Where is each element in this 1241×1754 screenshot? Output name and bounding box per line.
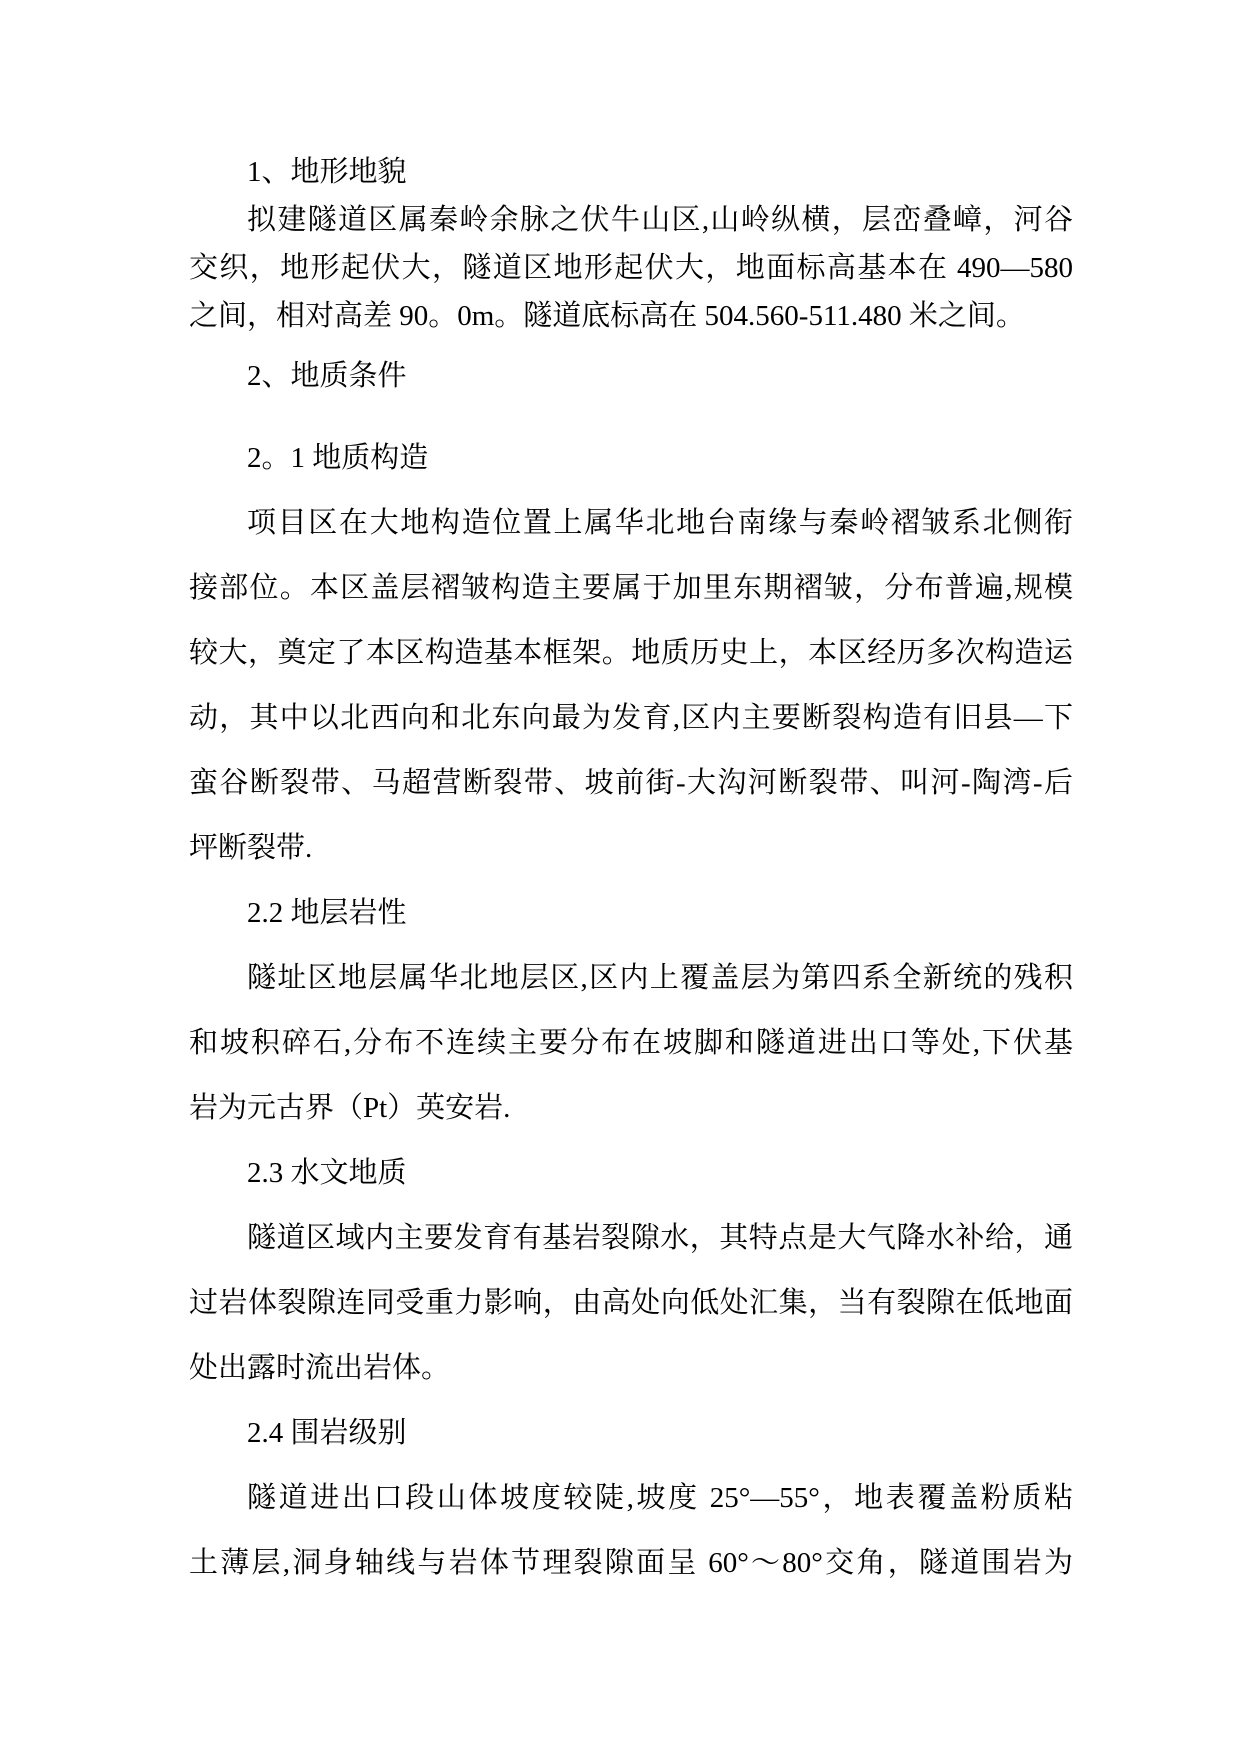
paragraph-stratum-lithology <box>189 946 1073 1141</box>
paragraph-hydrogeology <box>189 1206 1073 1401</box>
text-line: 交织，地形起伏大，隧道区地形起伏大，地面标高基本在 490—580 <box>189 252 1073 284</box>
text-line: 项目区在大地构造位置上属华北地台南缘与秦岭褶皱系北侧衔 <box>247 507 1073 539</box>
heading-geologic-structure <box>189 426 1073 491</box>
paragraph-terrain <box>189 196 1073 340</box>
text-line: 过岩体裂隙连同受重力影响，由高处向低处汇集，当有裂隙在低地面 <box>189 1287 1073 1319</box>
heading-hydrogeology <box>189 1141 1073 1206</box>
text-line: 动，其中以北西向和北东向最为发育,区内主要断裂构造有旧县—下 <box>189 702 1073 734</box>
text-line: 隧道区域内主要发育有基岩裂隙水，其特点是大气降水补给，通 <box>247 1222 1073 1254</box>
heading-surrounding-rock <box>189 1401 1073 1466</box>
text-line: 土薄层,洞身轴线与岩体节理裂隙面呈 60°～80°交角，隧道围岩为 <box>189 1547 1073 1579</box>
text-line: 较大，奠定了本区构造基本框架。地质历史上，本区经历多次构造运 <box>189 637 1073 669</box>
text-line: 岩为元古界（Pt）英安岩. <box>189 1092 511 1124</box>
text-line: 和坡积碎石,分布不连续主要分布在坡脚和隧道进出口等处,下伏基 <box>189 1027 1073 1059</box>
text-line: 拟建隧道区属秦岭余脉之伏牛山区,山岭纵横，层峦叠嶂，河谷 <box>247 204 1073 236</box>
heading-text: 2.3 水文地质 <box>247 1157 407 1189</box>
paragraph-surrounding-rock <box>189 1466 1073 1596</box>
heading-text: 2、地质条件 <box>247 360 407 392</box>
text-line: 处出露时流出岩体。 <box>189 1352 451 1384</box>
heading-terrain <box>189 148 1073 196</box>
heading-text: 2。1 地质构造 <box>247 442 429 474</box>
heading-text: 2.4 围岩级别 <box>247 1417 407 1449</box>
text-line: 隧址区地层属华北地层区,区内上覆盖层为第四系全新统的残积 <box>247 962 1073 994</box>
text-line: 坪断裂带. <box>189 832 313 864</box>
text-line: 隧道进出口段山体坡度较陡,坡度 25°—55°，地表覆盖粉质粘 <box>247 1482 1073 1514</box>
heading-text: 1、地形地貌 <box>247 156 407 188</box>
document-content <box>189 148 1073 1596</box>
text-line: 之间，相对高差 90。0m。隧道底标高在 504.560-511.480 米之间。 <box>189 300 1025 332</box>
heading-text: 2.2 地层岩性 <box>247 897 407 929</box>
heading-geology <box>189 352 1073 400</box>
paragraph-geologic-structure <box>189 491 1073 881</box>
text-line: 接部位。本区盖层褶皱构造主要属于加里东期褶皱，分布普遍,规模 <box>189 572 1073 604</box>
text-line: 蛮谷断裂带、马超营断裂带、坡前街-大沟河断裂带、叫河-陶湾-后 <box>189 767 1073 799</box>
heading-stratum-lithology <box>189 881 1073 946</box>
